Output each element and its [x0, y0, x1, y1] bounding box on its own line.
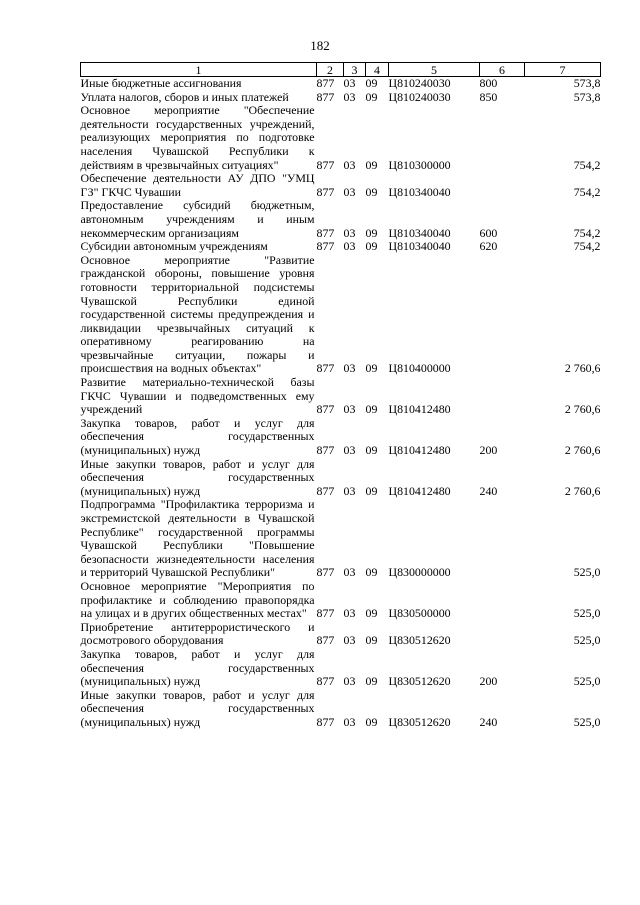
section-code-cell: 03 [343, 565, 356, 580]
section-code-cell: 03 [343, 361, 356, 376]
subsection-code-cell: 09 [365, 483, 378, 498]
section-code-cell: 03 [343, 633, 356, 648]
table-header [81, 63, 601, 77]
section-code-cell: 03 [343, 714, 356, 729]
table-row [81, 240, 601, 254]
table-row [81, 458, 601, 499]
table-row [81, 498, 601, 580]
ministry-code-cell: 877 [316, 89, 335, 104]
ministry-code-cell: 877 [316, 633, 335, 648]
section-code-cell: 03 [343, 402, 356, 417]
target-article-code-cell: Ц830512620 [388, 674, 451, 689]
target-article-code-cell: Ц810300000 [388, 157, 451, 172]
target-article-code-cell: Ц810412480 [388, 483, 451, 498]
item-name-cell: Основное мероприятие "Мероприятия по профилактике и соблюдению правопорядка на улицах и в других общественных местах" [80, 578, 315, 621]
expense-type-code-cell: 600 [479, 225, 498, 240]
amount-cell: 573,8 [573, 89, 601, 104]
expense-type-code-cell: 200 [479, 674, 498, 689]
amount-cell: 754,2 [573, 157, 601, 172]
ministry-code-cell: 877 [316, 76, 335, 90]
subsection-code-cell: 09 [365, 565, 378, 580]
expense-type-code-cell: 800 [479, 76, 498, 90]
amount-cell: 573,8 [573, 76, 601, 90]
table-row [81, 172, 601, 199]
item-name-cell: Закупка товаров, работ и услуг для обеспечения государственных (муниципальных) нужд [80, 415, 315, 458]
target-article-code-cell: Ц810340040 [388, 239, 451, 254]
ministry-code-cell: 877 [316, 361, 335, 376]
item-name-cell: Приобретение антитеррористического и досмотрового оборудования [80, 619, 315, 648]
subsection-code-cell: 09 [365, 157, 378, 172]
section-code-cell: 03 [343, 239, 356, 254]
ministry-code-cell: 877 [316, 714, 335, 729]
subsection-code-cell: 09 [365, 184, 378, 199]
section-code-cell: 03 [343, 483, 356, 498]
amount-cell: 2 760,6 [564, 483, 601, 498]
subsection-code-cell: 09 [365, 443, 378, 458]
column-header-5: 5 [389, 63, 480, 77]
target-article-code-cell: Ц810240030 [388, 76, 451, 90]
amount-cell: 525,0 [573, 565, 601, 580]
target-article-code-cell: Ц830512620 [388, 633, 451, 648]
amount-cell: 754,2 [573, 239, 601, 254]
expense-type-code-cell [480, 580, 525, 621]
target-article-code-cell: Ц810400000 [388, 361, 451, 376]
section-code-cell: 03 [343, 157, 356, 172]
amount-cell: 525,0 [573, 674, 601, 689]
section-code-cell: 03 [343, 76, 356, 90]
table-row [81, 91, 601, 105]
expense-type-code-cell [480, 621, 525, 648]
ministry-code-cell: 877 [316, 443, 335, 458]
subsection-code-cell: 09 [365, 674, 378, 689]
table-row [81, 376, 601, 417]
item-name-cell: Субсидии автономным учреждениям [80, 239, 268, 254]
target-article-code-cell: Ц810340040 [388, 225, 451, 240]
expense-type-code-cell [480, 498, 525, 580]
table-body [81, 77, 601, 730]
amount-cell: 525,0 [573, 633, 601, 648]
header-row [81, 63, 601, 77]
item-name-cell: Основное мероприятие "Развитие гражданской обороны, повышение уровня готовности территориальной подсистемы Чувашской Республики единой государственной системы предупреждения и ликвидации чрезвычайных ситуаций к оперативному реагированию на чрезвычайные ситуации, пожары и происшествия на водных объектах" [80, 252, 315, 376]
section-code-cell: 03 [343, 674, 356, 689]
column-header-3: 3 [344, 63, 366, 77]
subsection-code-cell: 09 [365, 606, 378, 621]
column-header-6: 6 [480, 63, 525, 77]
subsection-code-cell: 09 [365, 239, 378, 254]
target-article-code-cell: Ц830000000 [388, 565, 451, 580]
section-code-cell: 03 [343, 606, 356, 621]
subsection-code-cell: 09 [365, 76, 378, 90]
item-name-cell: Иные закупки товаров, работ и услуг для обеспечения государственных (муниципальных) нужд [80, 687, 315, 729]
ministry-code-cell: 877 [316, 157, 335, 172]
item-name-cell: Иные закупки товаров, работ и услуг для обеспечения государственных (муниципальных) нужд [80, 456, 315, 498]
amount-cell: 2 760,6 [564, 402, 601, 417]
table-row [81, 77, 601, 91]
target-article-code-cell: Ц830512620 [388, 714, 451, 729]
column-header-7: 7 [525, 63, 601, 77]
section-code-cell: 03 [343, 225, 356, 240]
target-article-code-cell: Ц830500000 [388, 606, 451, 621]
expense-type-code-cell: 850 [479, 89, 498, 104]
column-header-2: 2 [317, 63, 344, 77]
ministry-code-cell: 877 [316, 606, 335, 621]
item-name-cell: Подпрограмма "Профилактика терроризма и экстремистской деятельности в Чувашской Республике" государственной программы Чувашской Республики "Повышение безопасности жизнедеятельности населения и территорий Чувашской Республики" [80, 497, 315, 580]
ministry-code-cell: 877 [316, 184, 335, 199]
expense-type-code-cell [480, 376, 525, 417]
table-row [81, 254, 601, 376]
section-code-cell: 03 [343, 443, 356, 458]
page-number: 182 [310, 38, 330, 53]
table-row [81, 417, 601, 458]
subsection-code-cell: 09 [365, 361, 378, 376]
expense-type-code-cell: 200 [479, 443, 498, 458]
amount-cell: 754,2 [573, 225, 601, 240]
item-name-cell: Иные бюджетные ассигнования [80, 76, 242, 90]
target-article-code-cell: Ц810240030 [388, 89, 451, 104]
expense-type-code-cell: 620 [479, 239, 498, 254]
item-name-cell: Закупка товаров, работ и услуг для обеспечения государственных (муниципальных) нужд [80, 646, 315, 689]
section-code-cell: 03 [343, 89, 356, 104]
table-row [81, 199, 601, 240]
ministry-code-cell: 877 [316, 402, 335, 417]
item-name-cell: Основное мероприятие "Обеспечение деятельности государственных учреждений, реализующих мероприятия по подготовке населения Чувашской Республики к действиям в чрезвычайных ситуациях" [80, 103, 315, 172]
subsection-code-cell: 09 [365, 89, 378, 104]
target-article-code-cell: Ц810340040 [388, 184, 451, 199]
ministry-code-cell: 877 [316, 483, 335, 498]
ministry-code-cell: 877 [316, 239, 335, 254]
target-article-code-cell: Ц810412480 [388, 443, 451, 458]
amount-cell: 525,0 [573, 606, 601, 621]
item-name-cell: Развитие материально-технической базы ГКЧС Чувашии и подведомственных ему учреждений [80, 375, 315, 417]
expense-type-code-cell: 240 [479, 714, 498, 729]
amount-cell: 2 760,6 [564, 361, 601, 376]
ministry-code-cell: 877 [316, 225, 335, 240]
item-name-cell: Обеспечение деятельности АУ ДПО "УМЦ ГЗ" ГКЧС Чувашии [80, 171, 315, 199]
item-name-cell: Предоставление субсидий бюджетным, автономным учреждениям и иным некоммерческим организациям [80, 198, 315, 240]
ministry-code-cell: 877 [316, 565, 335, 580]
table-row [81, 621, 601, 648]
expense-type-code-cell [480, 254, 525, 376]
target-article-code-cell: Ц810412480 [388, 402, 451, 417]
ministry-code-cell: 877 [316, 674, 335, 689]
item-name-cell: Уплата налогов, сборов и иных платежей [80, 89, 289, 104]
subsection-code-cell: 09 [365, 225, 378, 240]
amount-cell: 2 760,6 [564, 443, 601, 458]
expense-type-code-cell: 240 [479, 483, 498, 498]
budget-table [80, 62, 601, 730]
expense-type-code-cell [480, 104, 525, 172]
column-header-4: 4 [366, 63, 389, 77]
table-row [81, 648, 601, 689]
table-row [81, 104, 601, 172]
subsection-code-cell: 09 [365, 402, 378, 417]
expense-type-code-cell [480, 172, 525, 199]
subsection-code-cell: 09 [365, 714, 378, 729]
amount-cell: 754,2 [573, 184, 601, 199]
section-code-cell: 03 [343, 184, 356, 199]
table-row [81, 689, 601, 730]
column-header-1: 1 [81, 63, 317, 77]
subsection-code-cell: 09 [365, 633, 378, 648]
table-row [81, 580, 601, 621]
amount-cell: 525,0 [573, 714, 601, 729]
